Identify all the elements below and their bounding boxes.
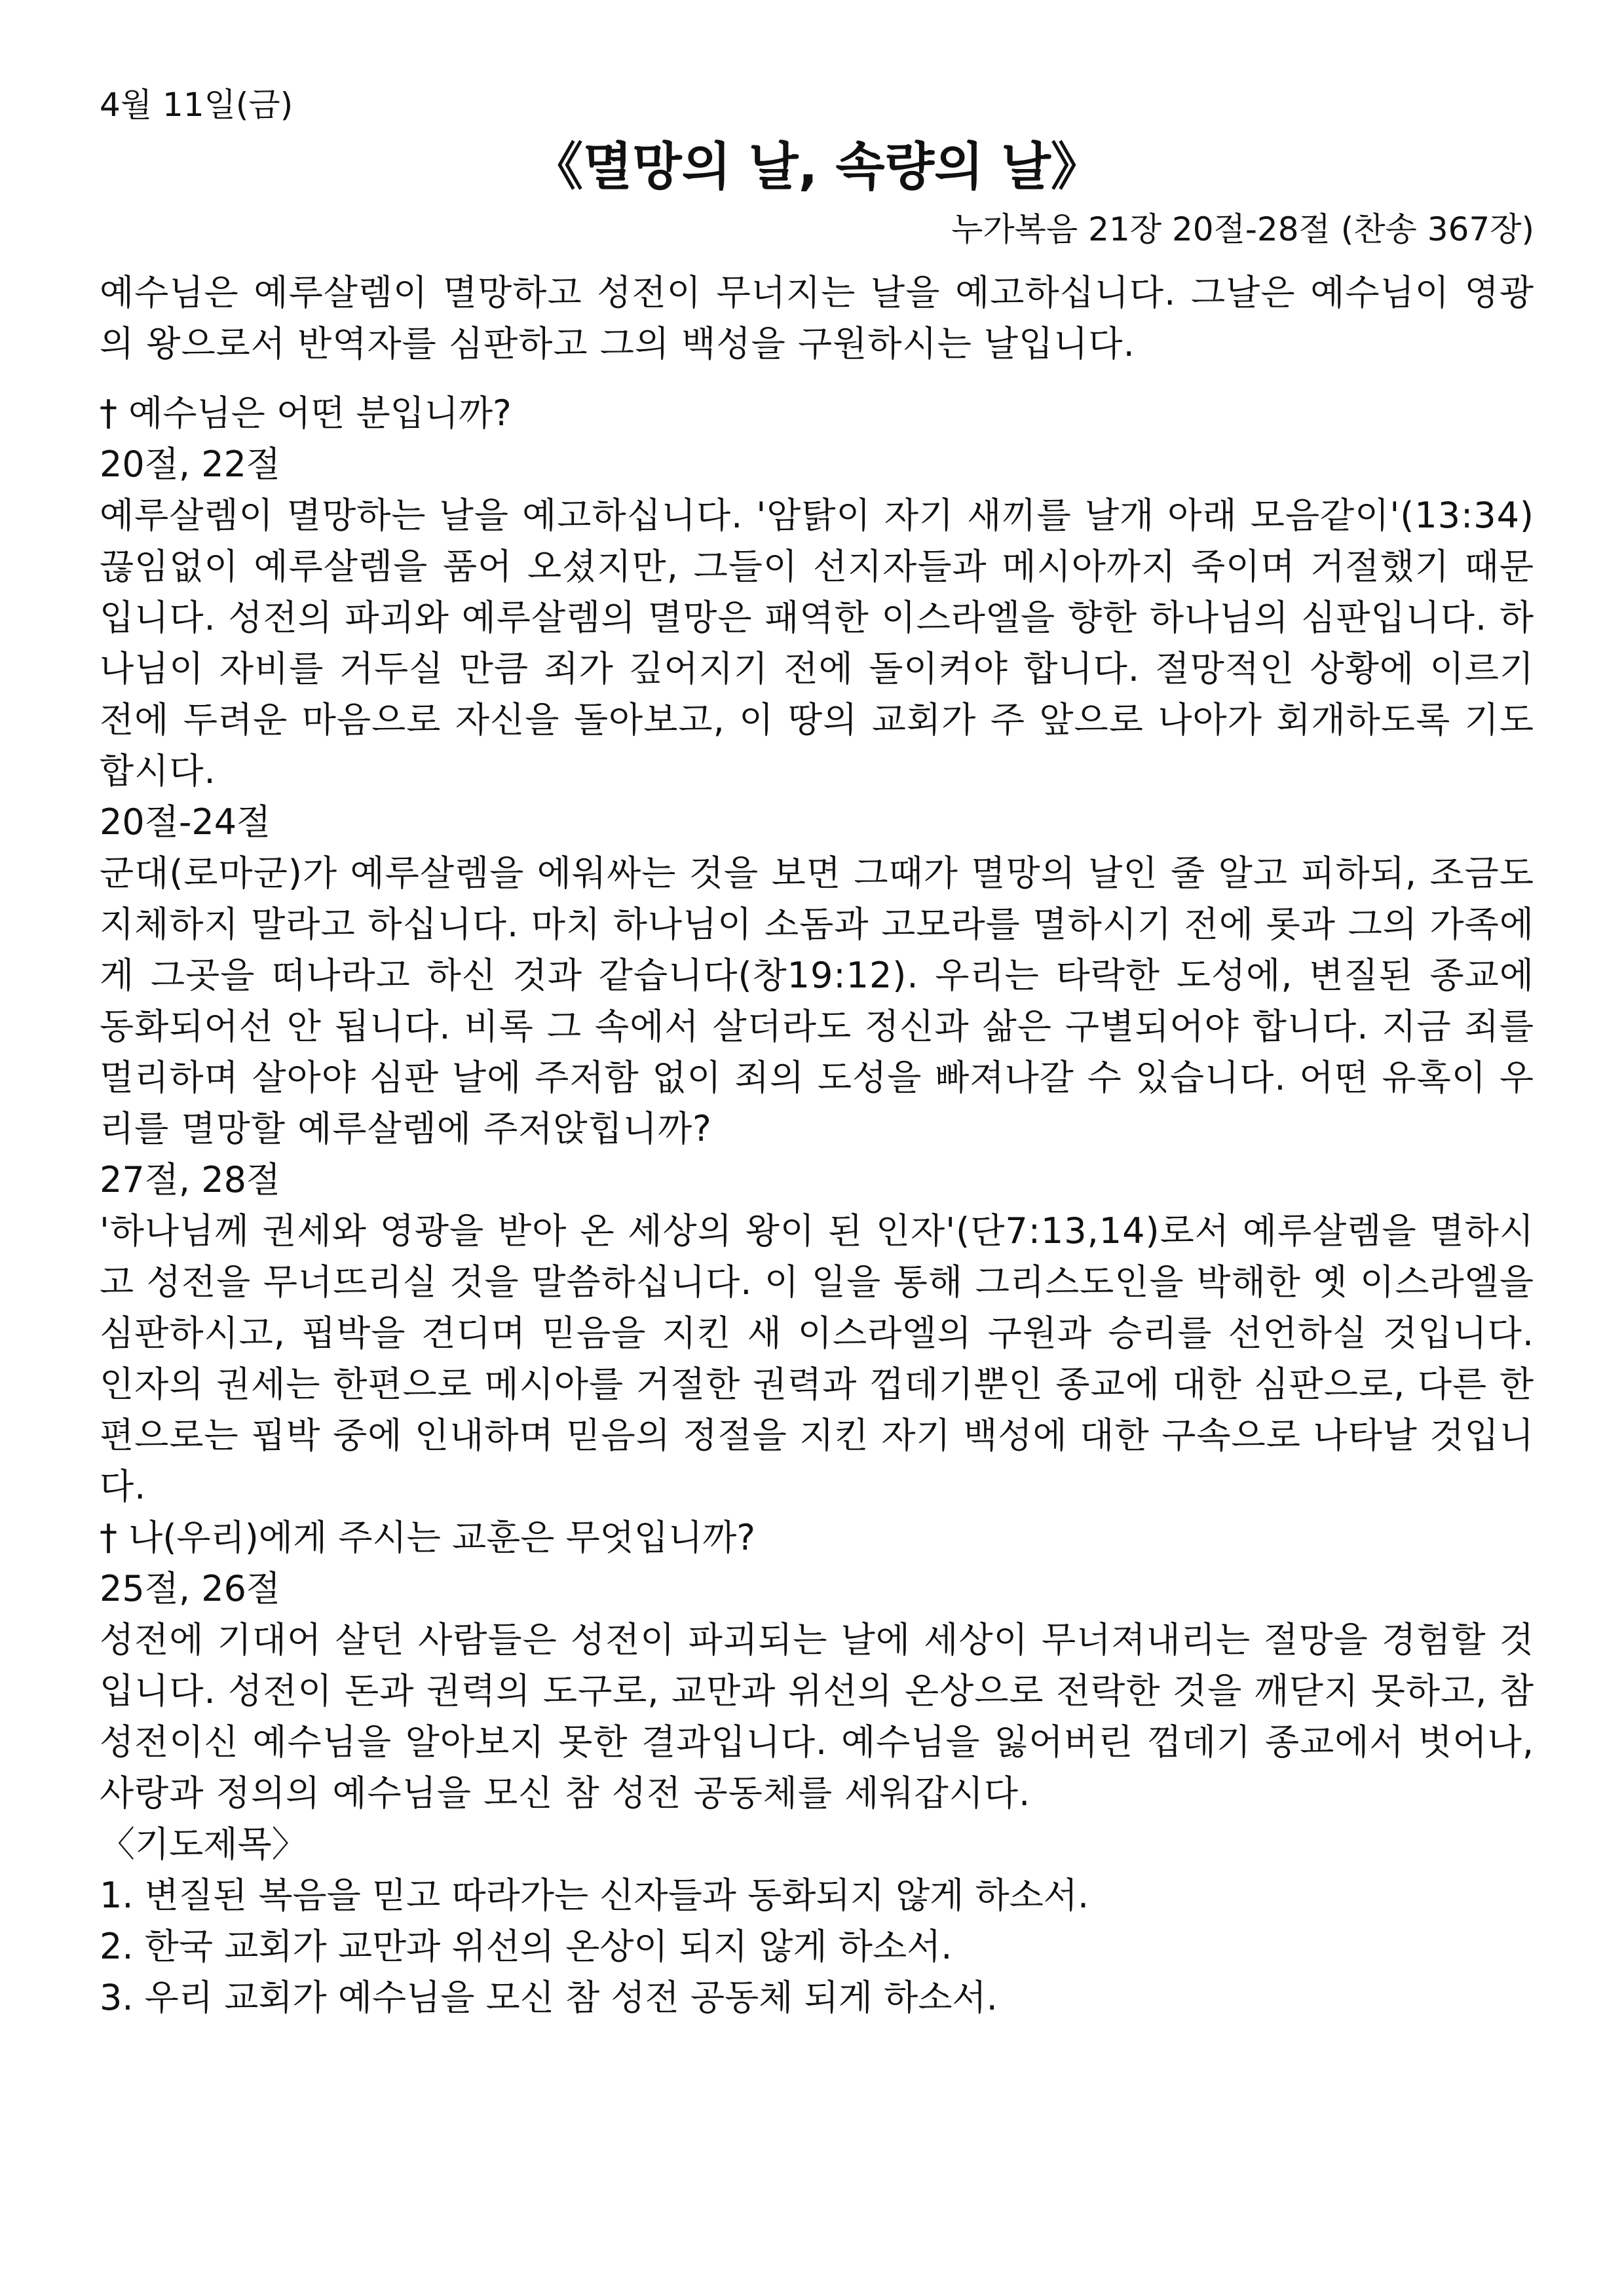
section-lesson (100, 1512, 1534, 1819)
section-heading: † 예수님은 어떤 분입니까? (100, 392, 512, 434)
prayer-item: 1. 변질된 복음을 믿고 따라가는 신자들과 동화되지 않게 하소서. (100, 1875, 1089, 1916)
prayer-list (100, 1819, 1534, 2023)
verse-label: 20절, 22절 (100, 444, 281, 485)
scripture-reference: 누가복음 21장 20절-28절 (찬송 367장) (951, 210, 1534, 248)
body-paragraph: 군대(로마군)가 예루살렘을 에워싸는 것을 보면 그때가 멸망의 날인 줄 알고 피하되, 조금도 지체하지 말라고 하십니다. 마치 하나님이 소돔과 고모라를 멸하시기 전에 롯과 그의 가족에게 그곳을 떠나라고 하신 것과 같습니다(창19:12). 우리는 타락한 도성에, 변질된 종교에 동화되어선 안 됩니다. 비록 그 속에서 살더라도 정신과 삶은 구별되어야 합니다. 지금 죄를 멀리하며 살아야 심판 날에 주저함 없이 죄의 도성을 빠져나갈 수 있습니다. 어떤 유혹이 우리를 멸망할 예루살렘에 주저앉힙니까? (100, 852, 1534, 1149)
verse-label: 27절, 28절 (100, 1159, 281, 1200)
verse-label: 25절, 26절 (100, 1568, 281, 1609)
date-label: 4월 11일(금) (100, 86, 293, 124)
page-title: 《멸망의 날, 속량의 날》 (532, 138, 1102, 197)
devotional-page (100, 79, 1534, 2023)
verse-label: 20절-24절 (100, 801, 271, 843)
body-paragraph: '하나님께 권세와 영광을 받아 온 세상의 왕이 된 인자'(단7:13,14)로서 예루살렘을 멸하시고 성전을 무너뜨리실 것을 말씀하십니다. 이 일을 통해 그리스도인을 박해한 옛 이스라엘을 심판하시고, 핍박을 견디며 믿음을 지킨 새 이스라엘의 구원과 승리를 선언하실 것입니다. 인자의 권세는 한편으로 메시아를 거절한 권력과 껍데기뿐인 종교에 대한 심판으로, 다른 한편으로는 핍박 중에 인내하며 믿음의 정절을 지킨 자기 백성에 대한 구속으로 나타날 것입니다. (100, 1210, 1534, 1507)
intro-paragraph: 예수님은 예루살렘이 멸망하고 성전이 무너지는 날을 예고하십니다. 그날은 예수님이 영광의 왕으로서 반역자를 심판하고 그의 백성을 구원하시는 날입니다. (100, 272, 1534, 364)
prayer-item: 3. 우리 교회가 예수님을 모신 참 성전 공동체 되게 하소서. (100, 1977, 998, 2018)
section-heading: † 나(우리)에게 주시는 교훈은 무엇입니까? (100, 1517, 756, 1558)
body-paragraph: 예루살렘이 멸망하는 날을 예고하십니다. '암탉이 자기 새끼를 날개 아래 모음같이'(13:34) 끊임없이 예루살렘을 품어 오셨지만, 그들이 선지자들과 메시아까지 죽이며 거절했기 때문입니다. 성전의 파괴와 예루살렘의 멸망은 패역한 이스라엘을 향한 하나님의 심판입니다. 하나님이 자비를 거두실 만큼 죄가 깊어지기 전에 돌이켜야 합니다. 절망적인 상황에 이르기 전에 두려운 마음으로 자신을 돌아보고, 이 땅의 교회가 주 앞으로 나아가 회개하도록 기도합시다. (100, 495, 1534, 792)
prayer-item: 2. 한국 교회가 교만과 위선의 온상이 되지 않게 하소서. (100, 1926, 953, 1967)
section-who-is-jesus (100, 388, 1534, 1512)
prayer-heading: 〈기도제목〉 (100, 1824, 307, 1865)
body-paragraph: 성전에 기대어 살던 사람들은 성전이 파괴되는 날에 세상이 무너져내리는 절망을 경험할 것입니다. 성전이 돈과 권력의 도구로, 교만과 위선의 온상으로 전락한 것을 깨닫지 못하고, 참 성전이신 예수님을 알아보지 못한 결과입니다. 예수님을 잃어버린 껍데기 종교에서 벗어나, 사랑과 정의의 예수님을 모신 참 성전 공동체를 세워갑시다. (100, 1619, 1534, 1814)
